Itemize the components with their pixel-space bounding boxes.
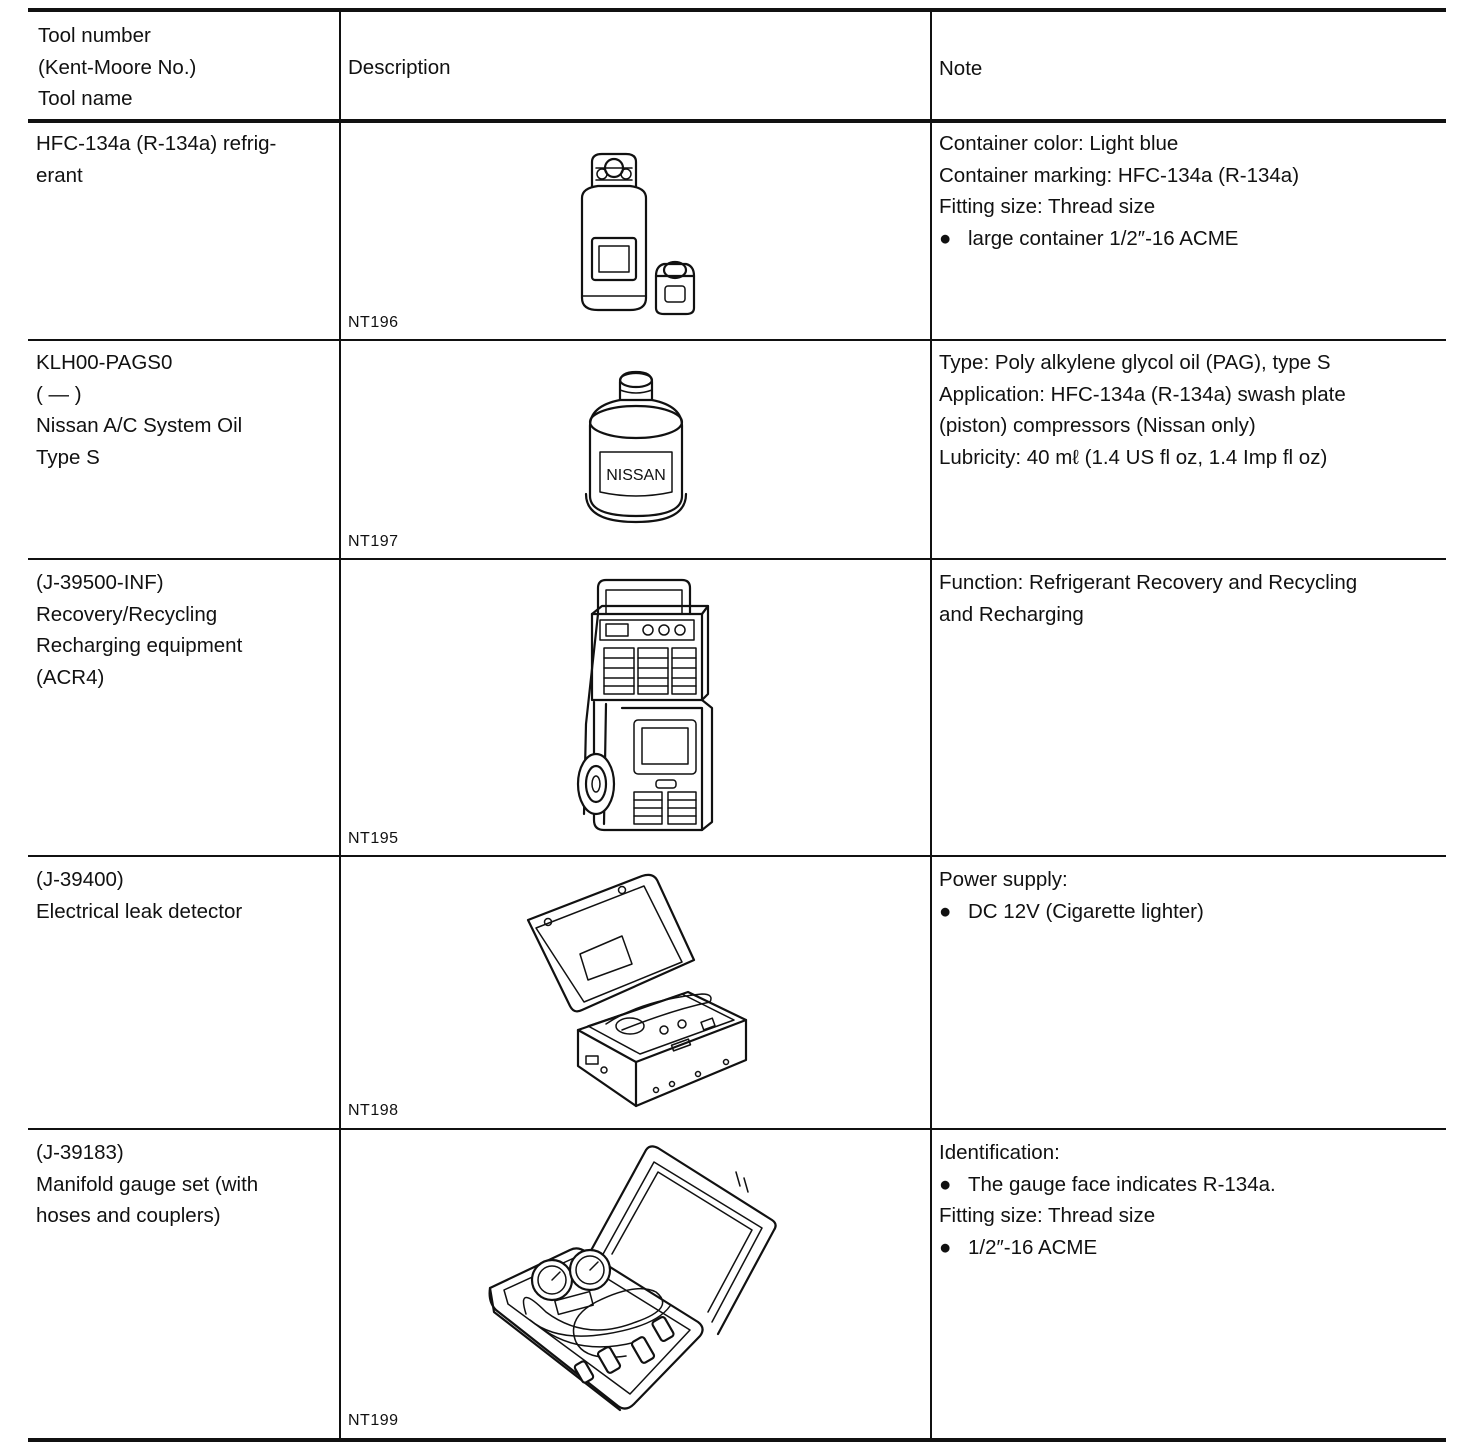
note-line: Application: HFC-134a (R-134a) swash plate	[939, 382, 1346, 406]
note-bullet-text: DC 12V (Cigarette lighter)	[968, 899, 1204, 923]
tool-line: KLH00-PAGS0	[36, 351, 173, 374]
table-bottom-rule	[28, 1438, 1446, 1442]
tool-line: erant	[36, 163, 83, 187]
note-bullet-line	[939, 1232, 1276, 1264]
manifold-gauge-case-icon	[486, 1142, 786, 1412]
note-line: Container marking: HFC-134a (R-134a)	[939, 163, 1300, 187]
figure-code: NT197	[348, 533, 399, 550]
tool-line: Recharging equipment	[36, 634, 243, 657]
note-bullet-line	[939, 223, 1299, 255]
oil-can-icon	[576, 370, 696, 530]
header-tool-name: Tool name	[38, 87, 133, 110]
note-line: Fitting size: Thread size	[939, 1204, 1156, 1227]
tool-line: Type S	[36, 445, 100, 469]
row-divider	[28, 855, 1446, 857]
bullet-icon: ●	[939, 899, 952, 923]
row-5-tool	[36, 1137, 258, 1232]
row-5-note	[939, 1137, 1276, 1263]
bullet-icon: ●	[939, 226, 952, 250]
tool-line: (J-39400)	[36, 868, 124, 891]
figure-code: NT199	[348, 1412, 399, 1429]
header-description: Description	[348, 56, 451, 79]
note-bullet-line	[939, 896, 1204, 928]
figure-code: NT195	[348, 830, 399, 847]
tool-line: HFC-134a (R-134a) refrig-	[36, 132, 277, 155]
tool-line: Recovery/Recycling	[36, 602, 218, 626]
table-top-rule	[28, 8, 1446, 12]
note-bullet-text: large container 1/2″-16 ACME	[968, 226, 1239, 250]
row-1-note	[939, 128, 1299, 254]
tool-line: Manifold gauge set (with	[36, 1172, 259, 1196]
row-divider	[28, 339, 1446, 341]
note-line: Power supply:	[939, 868, 1068, 891]
can-label: NISSAN	[606, 467, 666, 484]
tool-line: hoses and couplers)	[36, 1204, 221, 1227]
note-line: (piston) compressors (Nissan only)	[939, 414, 1256, 437]
header-rule	[28, 119, 1446, 123]
column-divider	[339, 10, 341, 1440]
row-4-note	[939, 864, 1204, 927]
header-tool-number: Tool number	[38, 24, 151, 47]
figure-code: NT196	[348, 314, 399, 331]
note-line: Container color: Light blue	[939, 132, 1179, 155]
row-2-tool	[36, 347, 242, 473]
note-line: Type: Poly alkylene glycol oil (PAG), type S	[939, 351, 1331, 374]
tool-line: ( — )	[36, 382, 82, 406]
tool-line: Electrical leak detector	[36, 899, 243, 923]
tool-line: (J-39183)	[36, 1141, 124, 1164]
row-divider	[28, 558, 1446, 560]
recovery-station-icon	[552, 574, 742, 838]
row-divider	[28, 1128, 1446, 1130]
header-note: Note	[939, 57, 983, 80]
note-bullet-line	[939, 1169, 1276, 1201]
note-line: and Recharging	[939, 602, 1084, 626]
note-line: Fitting size: Thread size	[939, 195, 1156, 218]
note-line: Function: Refrigerant Recovery and Recycling	[939, 571, 1358, 594]
row-4-tool	[36, 864, 242, 927]
tool-line: (J-39500-INF)	[36, 571, 164, 594]
column-divider	[930, 10, 932, 1440]
row-3-tool	[36, 567, 242, 693]
header-kent-moore: (Kent-Moore No.)	[38, 55, 197, 79]
note-line: Lubricity: 40 mℓ (1.4 US fl oz, 1.4 Imp fl oz)	[939, 445, 1328, 469]
refrigerant-container-icon	[568, 148, 698, 318]
row-2-note	[939, 347, 1346, 473]
bullet-icon: ●	[939, 1235, 952, 1259]
row-3-note	[939, 567, 1357, 630]
header-tool-column	[38, 20, 196, 115]
note-line: Identification:	[939, 1141, 1060, 1164]
tool-line: Nissan A/C System Oil	[36, 414, 243, 437]
figure-code: NT198	[348, 1102, 399, 1119]
note-bullet-text: The gauge face indicates R-134a.	[968, 1172, 1276, 1196]
leak-detector-case-icon	[522, 870, 754, 1110]
bullet-icon: ●	[939, 1172, 952, 1196]
note-bullet-text: 1/2″-16 ACME	[968, 1235, 1098, 1259]
row-1-tool	[36, 128, 276, 191]
tool-line: (ACR4)	[36, 665, 105, 689]
